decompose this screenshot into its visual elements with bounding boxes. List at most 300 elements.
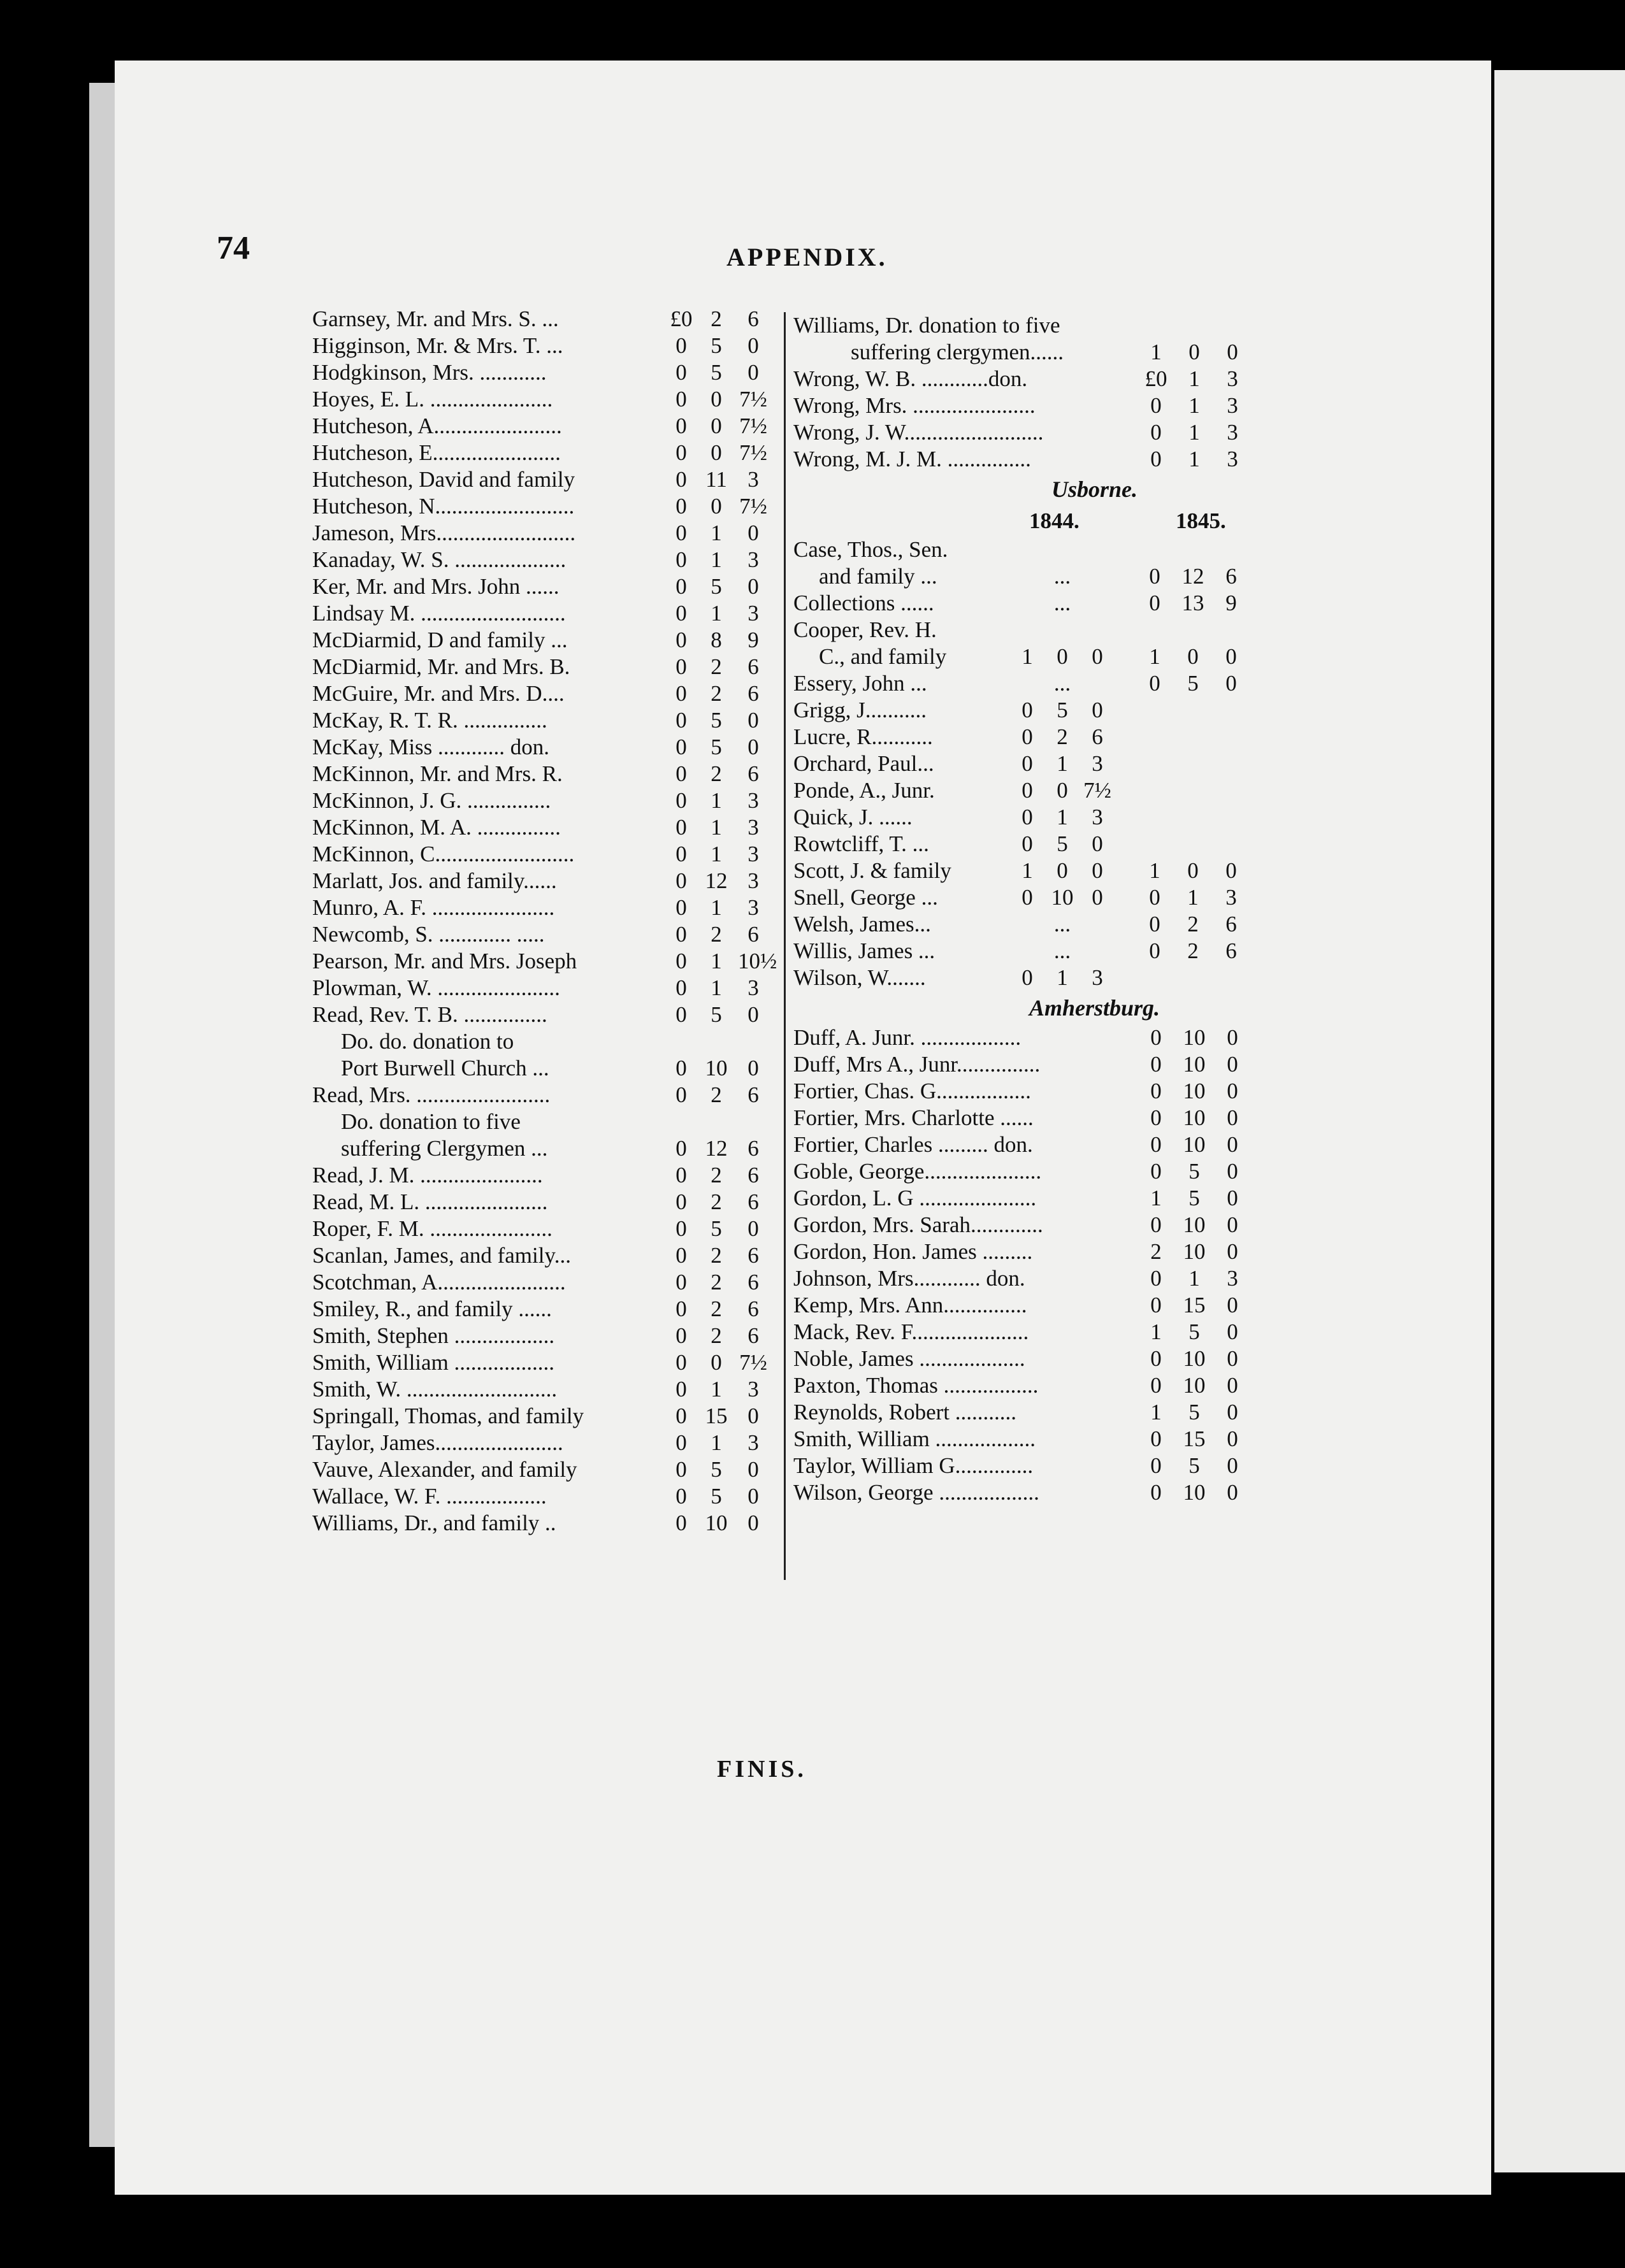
pence: 0 xyxy=(1227,1400,1238,1425)
pounds: 0 xyxy=(675,788,687,813)
entry-name: Kanaday, W. S. .................... xyxy=(312,547,567,572)
list-item xyxy=(312,333,816,359)
pence: 3 xyxy=(1227,420,1238,445)
list-item xyxy=(793,1051,1268,1078)
1844-pence: 3 xyxy=(1092,751,1103,776)
shillings: 1 xyxy=(1188,420,1200,445)
page-number: 74 xyxy=(217,230,250,266)
entry-name: Goble, George..................... xyxy=(793,1159,1042,1184)
1845-pence: 3 xyxy=(1225,885,1237,910)
shillings: 1 xyxy=(711,815,722,840)
shillings: 1 xyxy=(711,975,722,1000)
pounds: 0 xyxy=(675,1377,687,1402)
entry-name: suffering Clergymen ... xyxy=(341,1136,548,1161)
list-item xyxy=(312,547,816,573)
entry-name: Do. donation to five xyxy=(341,1109,521,1134)
pence: 6 xyxy=(748,306,759,331)
entry-name: McDiarmid, Mr. and Mrs. B. xyxy=(312,654,570,679)
pounds: 0 xyxy=(1150,1293,1162,1317)
list-item xyxy=(793,965,1268,991)
shillings: 10 xyxy=(1183,1239,1206,1264)
list-item xyxy=(793,1292,1268,1319)
pence: 0 xyxy=(748,520,759,545)
list-item xyxy=(793,777,1268,804)
shillings: 8 xyxy=(711,628,722,652)
entry-name: Welsh, James... xyxy=(793,912,931,937)
pounds: 0 xyxy=(675,1430,687,1455)
list-item xyxy=(793,1265,1268,1292)
entry-name: Read, M. L. ...................... xyxy=(312,1189,548,1214)
pence: 6 xyxy=(748,1270,759,1295)
1844-pence: 3 xyxy=(1092,805,1103,829)
list-item xyxy=(312,573,816,600)
shillings: 1 xyxy=(711,547,722,572)
list-item xyxy=(312,1135,816,1162)
shillings: 1 xyxy=(711,788,722,813)
list-item xyxy=(793,911,1268,938)
entry-name: Plowman, W. ...................... xyxy=(312,975,560,1000)
pounds: 0 xyxy=(675,1002,687,1027)
list-item xyxy=(312,1376,816,1403)
pence: 3 xyxy=(748,467,759,492)
list-item xyxy=(793,858,1268,884)
1844-shillings: 1 xyxy=(1057,965,1068,990)
1845-shillings: 2 xyxy=(1187,938,1199,963)
pounds: 0 xyxy=(675,494,687,519)
pounds: 0 xyxy=(675,1350,687,1375)
list-item xyxy=(793,1131,1268,1158)
pence: 0 xyxy=(1227,1373,1238,1398)
entry-name: Mack, Rev. F..................... xyxy=(793,1319,1029,1344)
right-column xyxy=(793,312,1268,1506)
shillings: 2 xyxy=(711,1189,722,1214)
shillings: 2 xyxy=(711,1323,722,1348)
list-item xyxy=(312,921,816,948)
shillings: 10 xyxy=(1183,1373,1206,1398)
1845-shillings: 0 xyxy=(1187,644,1199,669)
1845-shillings: 5 xyxy=(1187,671,1199,696)
list-item xyxy=(793,1453,1268,1479)
shillings: 1 xyxy=(711,895,722,920)
entry-name: Fortier, Mrs. Charlotte ...... xyxy=(793,1105,1034,1130)
shillings: 2 xyxy=(711,1296,722,1321)
shillings: 10 xyxy=(1183,1212,1206,1237)
pounds: 0 xyxy=(675,333,687,358)
pounds: 0 xyxy=(675,681,687,706)
pence: 0 xyxy=(1227,1453,1238,1478)
list-item xyxy=(312,359,816,386)
entry-name: Smiley, R., and family ...... xyxy=(312,1296,552,1321)
pounds: 2 xyxy=(1150,1239,1162,1264)
shillings: 2 xyxy=(711,654,722,679)
entry-name: Pearson, Mr. and Mrs. Joseph xyxy=(312,949,577,973)
shillings: 1 xyxy=(1188,447,1200,471)
1845-pounds: 1 xyxy=(1149,858,1160,883)
pounds: 0 xyxy=(1150,1480,1162,1505)
entry-name: Noble, James ................... xyxy=(793,1346,1025,1371)
entry-name: Wilson, George .................. xyxy=(793,1480,1039,1505)
shillings: 1 xyxy=(711,601,722,626)
list-item xyxy=(312,894,816,921)
pounds: 0 xyxy=(1150,420,1162,445)
pence: 3 xyxy=(748,1430,759,1455)
1844-pence: 6 xyxy=(1092,724,1103,749)
entry-name: McDiarmid, D and family ... xyxy=(312,628,568,652)
entry-name: Johnson, Mrs............ don. xyxy=(793,1266,1025,1291)
pounds: 1 xyxy=(1150,1186,1162,1210)
amherstburg-heading: Amherstburg. xyxy=(1029,995,1160,1021)
1844-shillings: 0 xyxy=(1057,778,1068,803)
entry-name: Hodgkinson, Mrs. ............ xyxy=(312,360,547,385)
shillings: 5 xyxy=(711,360,722,385)
pounds: 0 xyxy=(675,1216,687,1241)
entry-name: McGuire, Mr. and Mrs. D.... xyxy=(312,681,565,706)
shillings: 10 xyxy=(1183,1105,1206,1130)
shillings: 5 xyxy=(711,708,722,733)
pence: 6 xyxy=(748,1136,759,1161)
list-item xyxy=(793,697,1268,724)
entry-name: Vauve, Alexander, and family xyxy=(312,1457,577,1482)
pence: 6 xyxy=(748,1163,759,1188)
list-item xyxy=(793,938,1268,965)
list-item xyxy=(312,1403,816,1430)
list-item xyxy=(793,1479,1268,1506)
pounds: 0 xyxy=(675,628,687,652)
1844-pence: 0 xyxy=(1092,858,1103,883)
shillings: 15 xyxy=(1183,1293,1206,1317)
list-item xyxy=(312,1055,816,1082)
shillings: 10 xyxy=(705,1056,728,1080)
shillings: 1 xyxy=(711,520,722,545)
list-item xyxy=(793,750,1268,777)
pence: 0 xyxy=(1227,1293,1238,1317)
entry-name: Collections ...... xyxy=(793,591,934,615)
list-item xyxy=(312,627,816,654)
list-item xyxy=(312,1242,816,1269)
shillings: 2 xyxy=(711,1082,722,1107)
entry-name: Read, Mrs. ........................ xyxy=(312,1082,551,1107)
entry-name: Hutcheson, David and family xyxy=(312,467,575,492)
pounds: 0 xyxy=(675,949,687,973)
pence: 3 xyxy=(1227,393,1238,418)
entry-name: Read, Rev. T. B. ............... xyxy=(312,1002,547,1027)
1845-pence: 9 xyxy=(1225,591,1237,615)
pounds: 0 xyxy=(1150,1212,1162,1237)
shillings: 0 xyxy=(711,440,722,465)
pence: 6 xyxy=(748,1243,759,1268)
1844-shillings: 0 xyxy=(1057,858,1068,883)
1844-shillings: 1 xyxy=(1057,751,1068,776)
1845-pounds: 1 xyxy=(1149,644,1160,669)
1844-shillings: ... xyxy=(1053,564,1071,589)
entry-name: Reynolds, Robert ........... xyxy=(793,1400,1016,1425)
pounds: 0 xyxy=(675,735,687,759)
pounds: £0 xyxy=(670,306,693,331)
shillings: 10 xyxy=(1183,1079,1206,1103)
shillings: 0 xyxy=(711,413,722,438)
1844-pence: 0 xyxy=(1092,885,1103,910)
1844-pounds: 0 xyxy=(1022,831,1033,856)
list-item xyxy=(793,419,1268,446)
pence: 0 xyxy=(1227,1212,1238,1237)
pounds: 0 xyxy=(675,387,687,412)
list-item xyxy=(312,680,816,707)
pounds: 0 xyxy=(675,1403,687,1428)
pence: 0 xyxy=(1227,1480,1238,1505)
pence: 6 xyxy=(748,654,759,679)
pence: 6 xyxy=(748,681,759,706)
1844-shillings: ... xyxy=(1053,671,1071,696)
entry-name: Taylor, James....................... xyxy=(312,1430,563,1455)
entry-name: Hutcheson, A....................... xyxy=(312,413,562,438)
entry-name: Case, Thos., Sen. xyxy=(793,537,948,562)
pence: 6 xyxy=(748,1082,759,1107)
pence: 0 xyxy=(1227,1426,1238,1451)
pence: 6 xyxy=(748,1323,759,1348)
entry-name: Roper, F. M. ...................... xyxy=(312,1216,552,1241)
shillings: 10 xyxy=(1183,1025,1206,1050)
pounds: 0 xyxy=(675,413,687,438)
list-item xyxy=(312,1162,816,1189)
pence: 0 xyxy=(748,1457,759,1482)
1844-pence: 3 xyxy=(1092,965,1103,990)
entry-name: Williams, Dr. donation to five xyxy=(793,313,1060,338)
list-item xyxy=(793,643,1268,670)
year-1845: 1845. xyxy=(1176,508,1226,533)
pence: 6 xyxy=(748,1296,759,1321)
list-item xyxy=(312,707,816,734)
shillings: 12 xyxy=(705,868,728,893)
entry-name: Do. do. donation to xyxy=(341,1029,514,1054)
usborne-year-row xyxy=(793,506,1268,536)
list-item xyxy=(793,617,1268,643)
list-item xyxy=(793,312,1268,339)
1845-pounds: 0 xyxy=(1149,912,1160,937)
shillings: 0 xyxy=(1188,340,1200,364)
pounds: 0 xyxy=(1150,1079,1162,1103)
pence: 0 xyxy=(748,735,759,759)
entry-name: Gordon, L. G ..................... xyxy=(793,1186,1037,1210)
1844-shillings: ... xyxy=(1053,912,1071,937)
entry-name: Hoyes, E. L. ...................... xyxy=(312,387,553,412)
shillings: 2 xyxy=(711,922,722,947)
entry-name: McKay, Miss ............ don. xyxy=(312,735,550,759)
list-item xyxy=(793,1212,1268,1238)
pence: 3 xyxy=(748,601,759,626)
pounds: 0 xyxy=(675,975,687,1000)
entry-name: Higginson, Mr. & Mrs. T. ... xyxy=(312,333,563,358)
pounds: 0 xyxy=(1150,1346,1162,1371)
entry-name: Scott, J. & family xyxy=(793,858,951,883)
pounds: 0 xyxy=(675,467,687,492)
entry-name: Smith, Stephen .................. xyxy=(312,1323,555,1348)
shillings: 1 xyxy=(1188,393,1200,418)
list-item xyxy=(312,1349,816,1376)
entry-name: Willis, James ... xyxy=(793,938,935,963)
pounds: 0 xyxy=(1150,1373,1162,1398)
pounds: 0 xyxy=(1150,1453,1162,1478)
pence: 7½ xyxy=(739,494,767,519)
pence: 6 xyxy=(748,1189,759,1214)
entry-name: Smith, William .................. xyxy=(312,1350,555,1375)
list-item xyxy=(793,1426,1268,1453)
pence: 0 xyxy=(1227,1239,1238,1264)
entry-name: Hutcheson, N......................... xyxy=(312,494,575,519)
pence: 0 xyxy=(748,360,759,385)
entry-name: Smith, William .................. xyxy=(793,1426,1036,1451)
pounds: 0 xyxy=(1150,1132,1162,1157)
1844-shillings: 2 xyxy=(1057,724,1068,749)
pence: 0 xyxy=(1227,1319,1238,1344)
entry-name: Ker, Mr. and Mrs. John ...... xyxy=(312,574,560,599)
pounds: 0 xyxy=(675,360,687,385)
list-item xyxy=(793,536,1268,563)
1844-pounds: 0 xyxy=(1022,805,1033,829)
entry-name: Duff, Mrs A., Junr............... xyxy=(793,1052,1041,1077)
entry-name: Orchard, Paul... xyxy=(793,751,934,776)
shillings: 15 xyxy=(705,1403,728,1428)
entry-name: McKinnon, Mr. and Mrs. R. xyxy=(312,761,563,786)
1844-pounds: 0 xyxy=(1022,751,1033,776)
list-item xyxy=(793,1399,1268,1426)
1844-shillings: 1 xyxy=(1057,805,1068,829)
entry-name: McKinnon, C......................... xyxy=(312,842,575,866)
pounds: 0 xyxy=(675,547,687,572)
list-item xyxy=(312,1028,816,1055)
1844-shillings: 0 xyxy=(1057,644,1068,669)
entry-name: Newcomb, S. ............. ..... xyxy=(312,922,545,947)
pence: 0 xyxy=(1227,1159,1238,1184)
1845-pounds: 0 xyxy=(1149,591,1160,615)
list-item xyxy=(312,1216,816,1242)
1844-pence: 0 xyxy=(1092,644,1103,669)
entry-name: Scotchman, A....................... xyxy=(312,1270,566,1295)
pounds: 0 xyxy=(1150,1159,1162,1184)
1845-shillings: 0 xyxy=(1187,858,1199,883)
pounds: 0 xyxy=(675,1270,687,1295)
column-divider xyxy=(784,312,786,1580)
running-head: APPENDIX. xyxy=(726,243,888,271)
pence: 0 xyxy=(1227,1186,1238,1210)
shillings: 10 xyxy=(1183,1480,1206,1505)
shillings: 5 xyxy=(1188,1319,1200,1344)
shillings: 1 xyxy=(711,1377,722,1402)
list-item xyxy=(312,386,816,413)
1844-pence: 0 xyxy=(1092,698,1103,722)
pounds: 1 xyxy=(1150,1400,1162,1425)
1845-pounds: 0 xyxy=(1149,564,1160,589)
entry-name: Springall, Thomas, and family xyxy=(312,1403,584,1428)
entry-name: Wrong, M. J. M. ............... xyxy=(793,447,1031,471)
shillings: 2 xyxy=(711,761,722,786)
list-item xyxy=(793,1105,1268,1131)
list-item xyxy=(793,1185,1268,1212)
entry-name: Wallace, W. F. .................. xyxy=(312,1484,547,1509)
1845-pence: 0 xyxy=(1225,858,1237,883)
shillings: 1 xyxy=(1188,366,1200,391)
list-item xyxy=(793,392,1268,419)
list-item xyxy=(793,1372,1268,1399)
shillings: 5 xyxy=(711,1484,722,1509)
list-item xyxy=(312,306,816,333)
list-item xyxy=(312,761,816,787)
list-item xyxy=(312,1109,816,1135)
shillings: 5 xyxy=(1188,1186,1200,1210)
1845-pence: 6 xyxy=(1225,938,1237,963)
entry-name: Gordon, Mrs. Sarah............. xyxy=(793,1212,1043,1237)
pence: 6 xyxy=(748,922,759,947)
pounds: 0 xyxy=(675,1296,687,1321)
pence: 7½ xyxy=(739,387,767,412)
entry-name: McKinnon, M. A. ............... xyxy=(312,815,561,840)
entry-name: Wrong, J. W......................... xyxy=(793,420,1044,445)
1845-pounds: 0 xyxy=(1149,938,1160,963)
list-item xyxy=(312,520,816,547)
pence: 7½ xyxy=(739,440,767,465)
pounds: 0 xyxy=(675,440,687,465)
shillings: 1 xyxy=(1188,1266,1200,1291)
list-item xyxy=(793,1238,1268,1265)
shillings: 0 xyxy=(711,494,722,519)
list-item xyxy=(312,814,816,841)
entry-name: Lindsay M. .......................... xyxy=(312,601,566,626)
entry-name: Paxton, Thomas ................. xyxy=(793,1373,1039,1398)
left-column xyxy=(312,306,816,1537)
facing-page-edge xyxy=(1494,70,1625,2172)
pence: 3 xyxy=(748,868,759,893)
pence: 9 xyxy=(748,628,759,652)
entry-name: Grigg, J........... xyxy=(793,698,927,722)
pence: 3 xyxy=(748,842,759,866)
entry-name: Kemp, Mrs. Ann............... xyxy=(793,1293,1027,1317)
pounds: 0 xyxy=(675,815,687,840)
entry-name: Taylor, William G.............. xyxy=(793,1453,1034,1478)
pence: 0 xyxy=(1227,1025,1238,1050)
1844-pounds: 1 xyxy=(1022,858,1033,883)
list-item xyxy=(793,804,1268,831)
1844-pounds: 0 xyxy=(1022,965,1033,990)
pounds: 0 xyxy=(675,1243,687,1268)
pence: 7½ xyxy=(739,1350,767,1375)
amherstburg-list xyxy=(793,1024,1268,1506)
entry-name: Williams, Dr., and family .. xyxy=(312,1511,556,1535)
list-item xyxy=(312,787,816,814)
entry-name: Essery, John ... xyxy=(793,671,927,696)
list-item xyxy=(312,1456,816,1483)
pounds: 0 xyxy=(675,520,687,545)
list-item xyxy=(793,1346,1268,1372)
pounds: 0 xyxy=(675,574,687,599)
pounds: 0 xyxy=(675,601,687,626)
entry-name: Duff, A. Junr. .................. xyxy=(793,1025,1022,1050)
pence: 0 xyxy=(748,1403,759,1428)
1844-shillings: ... xyxy=(1053,938,1071,963)
1845-pence: 0 xyxy=(1225,644,1237,669)
list-item xyxy=(793,1024,1268,1051)
1845-pounds: 0 xyxy=(1149,885,1160,910)
1844-pence: 7½ xyxy=(1083,778,1111,803)
1845-pence: 6 xyxy=(1225,912,1237,937)
entry-name: C., and family xyxy=(819,644,947,669)
pence: 3 xyxy=(748,975,759,1000)
1844-shillings: 5 xyxy=(1057,831,1068,856)
pence: 10½ xyxy=(738,949,777,973)
shillings: 5 xyxy=(711,1457,722,1482)
list-item xyxy=(793,446,1268,473)
list-item xyxy=(793,670,1268,697)
1845-shillings: 2 xyxy=(1187,912,1199,937)
pence: 3 xyxy=(748,788,759,813)
